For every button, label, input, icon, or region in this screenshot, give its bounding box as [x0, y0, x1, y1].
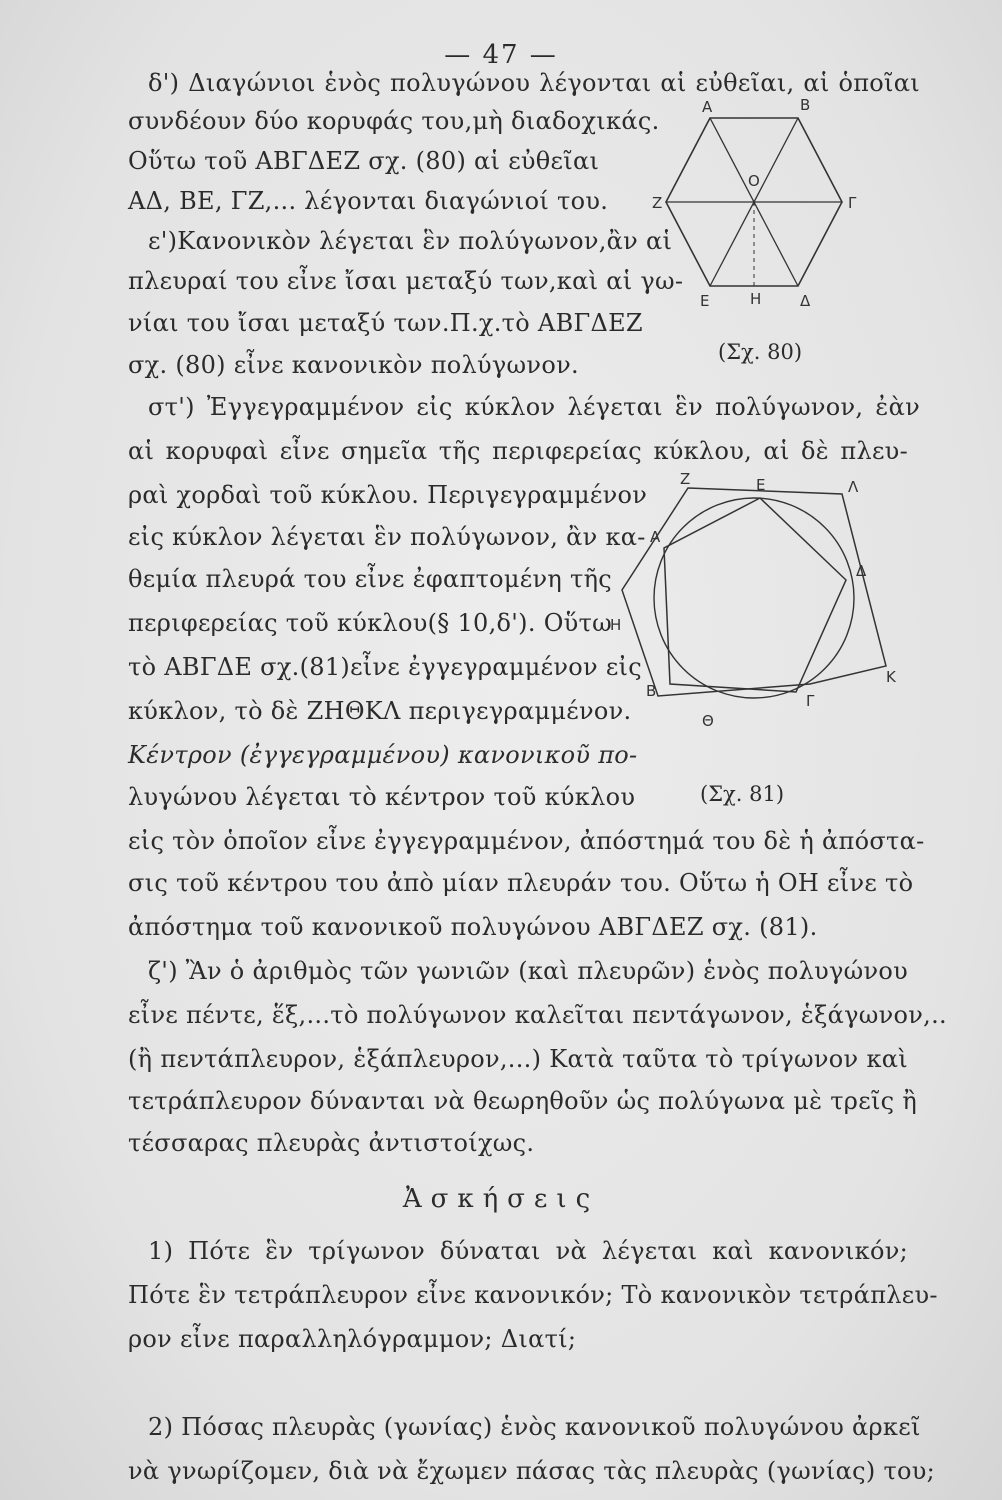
text-line: ραὶ χορδαὶ τοῦ κύκλου. Περιγεγραμμένον: [128, 481, 648, 509]
fig80-label-d: Δ: [800, 292, 811, 310]
text-line: νὰ γνωρίζομεν, διὰ νὰ ἔχωμεν πάσας τὰς πλευρὰς (γωνίας) του;: [128, 1457, 936, 1485]
text-line: Πότε ἓν τετράπλευρον εἶνε κανονικόν; Τὸ κανονικὸν τετράπλευ-: [128, 1281, 938, 1309]
text-line: τὸ ΑΒΓΔΕ σχ.(81)εἶνε ἐγγεγραμμένον εἰς: [128, 653, 643, 681]
fig81-label-k: Κ: [886, 668, 896, 686]
text-line: Κέντρον (ἐγγεγραμμένου) κανονικοῦ πο-: [128, 741, 638, 769]
fig80-label-a: Α: [702, 98, 713, 116]
figure-81-caption: (Σχ. 81): [700, 782, 785, 806]
fig80-label-b: Β: [800, 96, 811, 114]
text-line: αἱ κορυφαὶ εἶνε σημεῖα τῆς περιφερείας κύκλου, αἱ δὲ πλευ-: [128, 437, 908, 465]
text-line: πλευραί του εἶνε ἴσαι μεταξύ των,καὶ αἱ γω-: [128, 267, 684, 295]
text-line: σχ. (80) εἶνε κανονικὸν πολύγωνον.: [128, 351, 579, 379]
exercises-heading: Ἀσκήσεις: [402, 1184, 600, 1214]
text-line: λυγώνου λέγεται τὸ κέντρον τοῦ κύκλου: [128, 783, 636, 811]
fig81-label-h: Η: [610, 616, 622, 634]
text-line: τέσσαρας πλευρὰς ἀντιστοίχως.: [128, 1129, 535, 1157]
text-line: δ') Διαγώνιοι ἑνὸς πολυγώνου λέγονται αἱ εὐθεῖαι, αἱ ὁποῖαι: [148, 69, 920, 97]
figure-80-hexagon: [650, 96, 870, 366]
fig81-label-th: Θ: [702, 712, 714, 730]
fig81-label-b: Β: [646, 682, 657, 700]
fig81-label-d: Δ: [856, 562, 867, 580]
fig81-label-a: Α: [650, 528, 661, 546]
fig80-label-z: Ζ: [652, 194, 663, 212]
text-line: εἶνε πέντε, ἕξ,...τὸ πολύγωνον καλεῖται πεντάγωνον, ἑξάγωνον,..: [128, 1001, 947, 1029]
fig81-label-g: Γ: [806, 692, 815, 710]
text-line: συνδέουν δύο κορυφάς του,μὴ διαδοχικάς.: [128, 107, 660, 135]
text-line: κύκλον, τὸ δὲ ΖΗΘΚΛ περιγεγραμμένον.: [128, 697, 632, 725]
text-line: Οὕτω τοῦ ΑΒΓΔΕΖ σχ. (80) αἱ εὐθεῖαι: [128, 147, 600, 175]
text-line: 1) Πότε ἓν τρίγωνον δύναται νὰ λέγεται καὶ κανονικόν;: [148, 1237, 908, 1265]
fig81-label-z: Ζ: [680, 470, 691, 488]
text-line: ἀπόστημα τοῦ κανονικοῦ πολυγώνου ΑΒΓΔΕΖ σχ. (81).: [128, 913, 818, 941]
text-line: ζ') Ἂν ὁ ἀριθμὸς τῶν γωνιῶν (καὶ πλευρῶν) ἑνὸς πολυγώνου: [148, 957, 909, 985]
fig81-label-e: Ε: [756, 476, 766, 494]
text-line: θεμία πλευρά του εἶνε ἐφαπτομένη τῆς: [128, 565, 613, 593]
figure-81-polygons: [610, 470, 900, 740]
text-line: νίαι του ἴσαι μεταξύ των.Π.χ.τὸ ΑΒΓΔΕΖ: [128, 309, 643, 337]
text-line: εἰς κύκλον λέγεται ἓν πολύγωνον, ἂν κα-: [128, 523, 646, 551]
text-line: τετράπλευρον δύνανται νὰ θεωρηθοῦν ὡς πολύγωνα μὲ τρεῖς ἢ: [128, 1087, 918, 1115]
text-line: 2) Πόσας πλευρὰς (γωνίας) ἑνὸς κανονικοῦ πολυγώνου ἀρκεῖ: [148, 1413, 921, 1441]
text-line: περιφερείας τοῦ κύκλου(§ 10,δ'). Οὕτω: [128, 609, 613, 637]
page-number: — 47 —: [444, 40, 558, 70]
text-line: στ') Ἐγγεγραμμένον εἰς κύκλον λέγεται ἓν πολύγωνον, ἐὰν: [148, 393, 920, 421]
figure-80-caption: (Σχ. 80): [718, 340, 803, 364]
fig80-label-e: Ε: [700, 292, 710, 310]
fig80-label-h: Η: [750, 290, 762, 308]
text-line: ε')Κανονικὸν λέγεται ἓν πολύγωνον,ἂν αἱ: [148, 227, 673, 255]
text-line: ρον εἶνε παραλληλόγραμμον; Διατί;: [128, 1325, 577, 1353]
fig80-label-o: Ο: [748, 172, 760, 190]
text-line: ΑΔ, ΒΕ, ΓΖ,... λέγονται διαγώνιοί του.: [128, 187, 609, 215]
text-line: εἰς τὸν ὁποῖον εἶνε ἐγγεγραμμένον, ἀπόστημά του δὲ ἡ ἀπόστα-: [128, 827, 925, 855]
fig80-label-g: Γ: [848, 194, 857, 212]
text-line: (ἢ πεντάπλευρον, ἑξάπλευρον,...) Κατὰ ταῦτα τὸ τρίγωνον καὶ: [128, 1045, 908, 1073]
fig81-label-l: Λ: [848, 478, 859, 496]
text-line: σις τοῦ κέντρου του ἀπὸ μίαν πλευράν του. Οὕτω ἡ ΟΗ εἶνε τὸ: [128, 869, 914, 897]
